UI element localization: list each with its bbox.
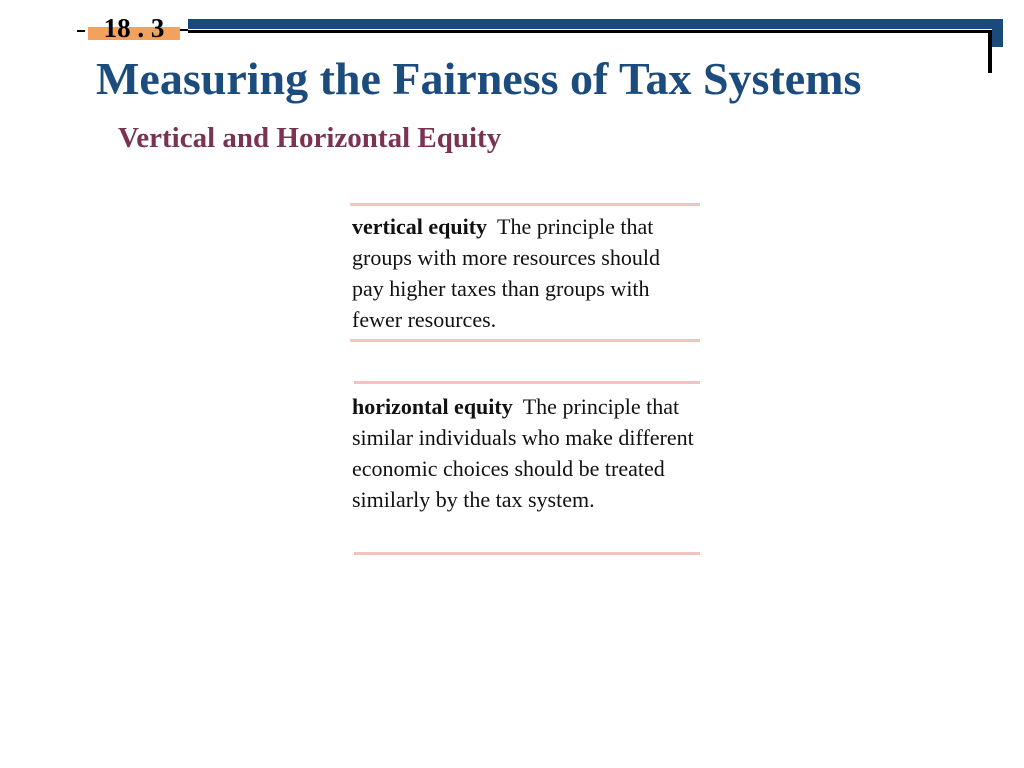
section-badge — [88, 13, 180, 43]
header-right-bracket — [988, 30, 992, 73]
definition-top-rule — [350, 203, 700, 206]
header-dash-left — [77, 30, 85, 32]
definition-term: horizontal equity — [352, 394, 513, 419]
section-number: 18 . 3 — [103, 13, 165, 43]
page-title: Measuring the Fairness of Tax Systems — [96, 53, 862, 104]
header-blue-corner — [992, 19, 1003, 47]
definition-bottom-rule — [354, 552, 700, 555]
header-dash-middle — [180, 29, 188, 31]
definition-top-rule — [354, 381, 700, 384]
definition-body: The principle that groups with more resources should pay higher taxes than groups with fewer resources. — [352, 214, 660, 332]
definition-horizontal-equity — [352, 391, 712, 515]
header-blue-bar — [188, 19, 1003, 29]
header-black-rule — [188, 30, 991, 33]
definition-vertical-equity — [352, 211, 697, 335]
definition-body: The principle that similar individuals who make different economic choices should be treated similarly by the tax system. — [352, 394, 694, 512]
definition-bottom-rule — [350, 339, 700, 342]
page-subtitle: Vertical and Horizontal Equity — [118, 122, 502, 154]
definition-term: vertical equity — [352, 214, 488, 239]
